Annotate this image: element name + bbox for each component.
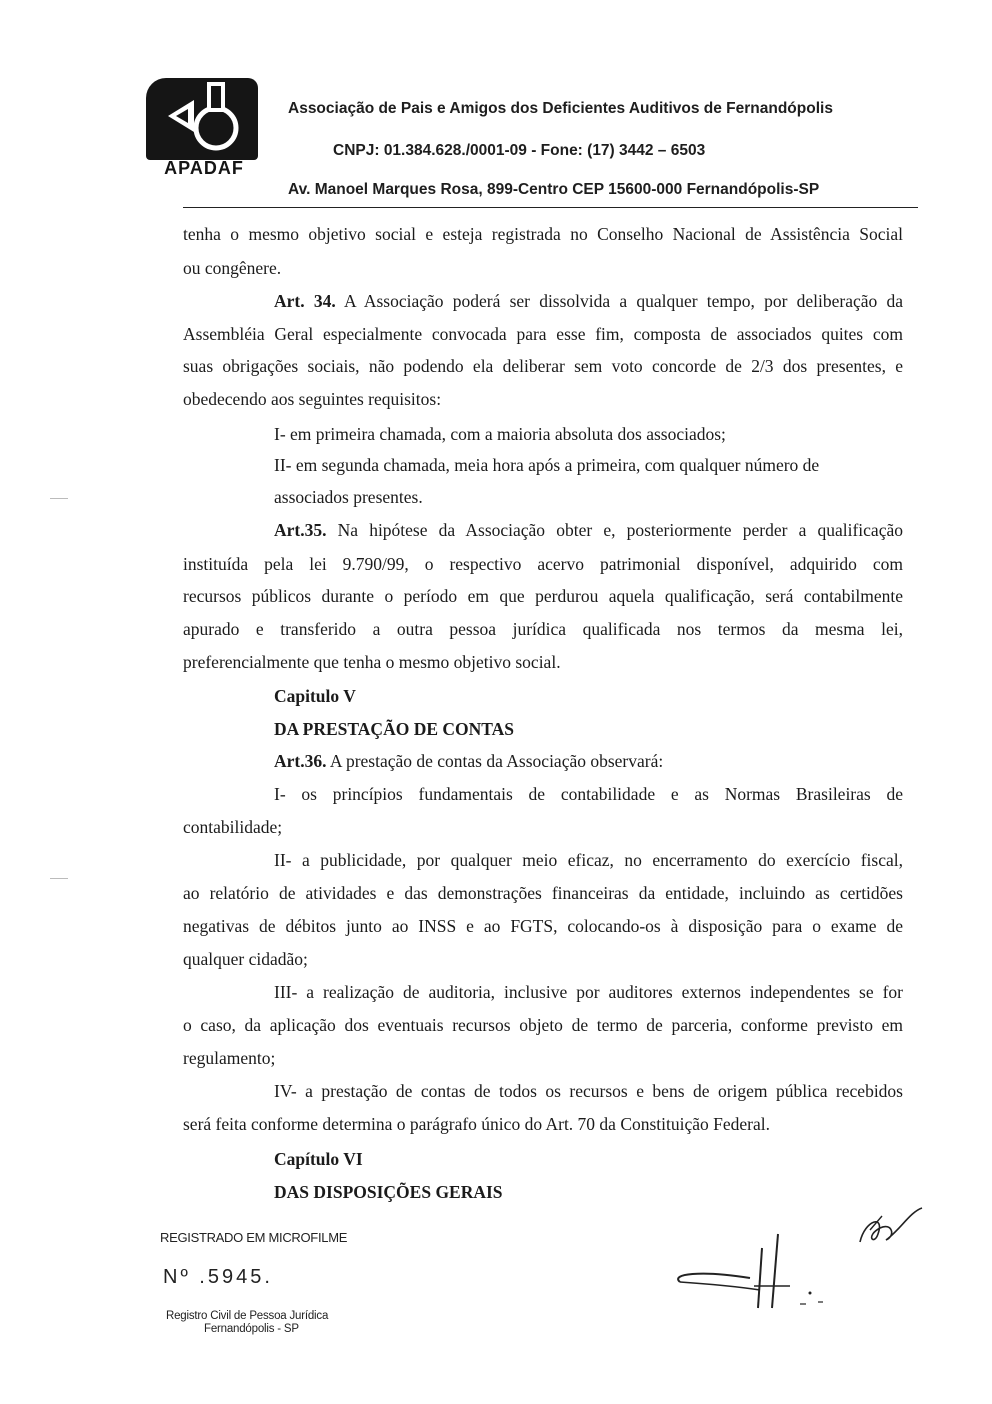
text-line: preferencialmente que tenha o mesmo objetivo social. bbox=[183, 652, 561, 672]
chapter-5-title: DA PRESTAÇÃO DE CONTAS bbox=[274, 719, 515, 739]
text-line: ou congênere. bbox=[183, 258, 282, 278]
text-line: I- em primeira chamada, com a maioria absoluta dos associados; bbox=[274, 424, 726, 444]
text-line: qualquer cidadão; bbox=[183, 949, 308, 969]
text-line: instituída pela lei 9.790/99, o respectivo acervo patrimonial disponível, adquirido com bbox=[183, 554, 903, 574]
text-line: associados presentes. bbox=[274, 487, 423, 507]
text-line: III- a realização de auditoria, inclusive por auditores externos independentes se for bbox=[274, 982, 903, 1002]
chapter-6-title: DAS DISPOSIÇÕES GERAIS bbox=[274, 1182, 503, 1202]
text-run: A Associação poderá ser dissolvida a qualquer tempo, por deliberação da bbox=[335, 291, 904, 311]
article-36-label: Art.36. bbox=[274, 751, 327, 771]
registration-number: Nº .5945. bbox=[163, 1266, 273, 1288]
text-line: recursos públicos durante o período em que perdurou aquela qualificação, será contabilmente bbox=[183, 586, 903, 606]
scan-mark bbox=[50, 878, 68, 879]
chapter-5-heading: Capitulo V bbox=[274, 686, 356, 706]
logo-text: APADAF bbox=[164, 158, 244, 178]
text-line: obedecendo aos seguintes requisitos: bbox=[183, 389, 442, 409]
registry-office: Registro Civil de Pessoa Jurídica bbox=[166, 1310, 329, 1322]
address: Av. Manoel Marques Rosa, 899-Centro CEP 15600-000 Fernandópolis-SP bbox=[288, 181, 820, 198]
scan-mark bbox=[50, 498, 68, 499]
text-line: será feita conforme determina o parágrafo único do Art. 70 da Constituição Federal. bbox=[183, 1114, 771, 1134]
apadaf-logo bbox=[146, 78, 258, 178]
text-line: II- em segunda chamada, meia hora após a primeira, com qualquer número de bbox=[274, 455, 820, 475]
text-line: tenha o mesmo objetivo social e esteja registrada no Conselho Nacional de Assistência Social bbox=[183, 224, 903, 244]
header-divider bbox=[183, 207, 918, 208]
text-line: IV- a prestação de contas de todos os recursos e bens de origem pública recebidos bbox=[274, 1081, 903, 1101]
text-line: regulamento; bbox=[183, 1048, 276, 1068]
text-line: contabilidade; bbox=[183, 817, 283, 837]
text-line: I- os princípios fundamentais de contabilidade e as Normas Brasileiras de bbox=[274, 784, 903, 804]
organization-name: Associação de Pais e Amigos dos Deficientes Auditivos de Fernandópolis bbox=[288, 100, 833, 117]
text-line: ao relatório de atividades e das demonstrações financeiras da entidade, incluindo as certidões bbox=[183, 883, 903, 903]
text-line: suas obrigações sociais, não podendo ela deliberar sem voto concorde de 2/3 dos presentes, e bbox=[183, 356, 903, 376]
signature bbox=[660, 1190, 930, 1310]
text-line: Assembléia Geral especialmente convocada para esse fim, composta de associados quites com bbox=[183, 324, 903, 344]
text-line: o caso, da aplicação dos eventuais recursos objeto de termo de parceria, conforme previsto em bbox=[183, 1015, 903, 1035]
article-34-line bbox=[274, 291, 903, 311]
article-35-line bbox=[274, 520, 903, 540]
microfilm-stamp: REGISTRADO EM MICROFILME bbox=[160, 1230, 348, 1245]
text-run: A prestação de contas da Associação observará: bbox=[326, 751, 664, 771]
cnpj-phone: CNPJ: 01.384.628./0001-09 - Fone: (17) 3442 – 6503 bbox=[333, 142, 706, 159]
text-run: Na hipótese da Associação obter e, posteriormente perder a qualificação bbox=[326, 520, 903, 540]
ear-symbol-icon bbox=[146, 78, 258, 160]
registry-city: Fernandópolis - SP bbox=[204, 1323, 299, 1335]
text-line: II- a publicidade, por qualquer meio eficaz, no encerramento do exercício fiscal, bbox=[274, 850, 903, 870]
text-line: apurado e transferido a outra pessoa jurídica qualificada nos termos da mesma lei, bbox=[183, 619, 903, 639]
article-34-label: Art. 34. bbox=[274, 291, 336, 311]
article-35-label: Art.35. bbox=[274, 520, 327, 540]
chapter-6-heading: Capítulo VI bbox=[274, 1149, 363, 1169]
article-36-line bbox=[274, 751, 663, 771]
text-line: negativas de débitos junto ao INSS e ao FGTS, colocando-os à disposição para o exame de bbox=[183, 916, 903, 936]
